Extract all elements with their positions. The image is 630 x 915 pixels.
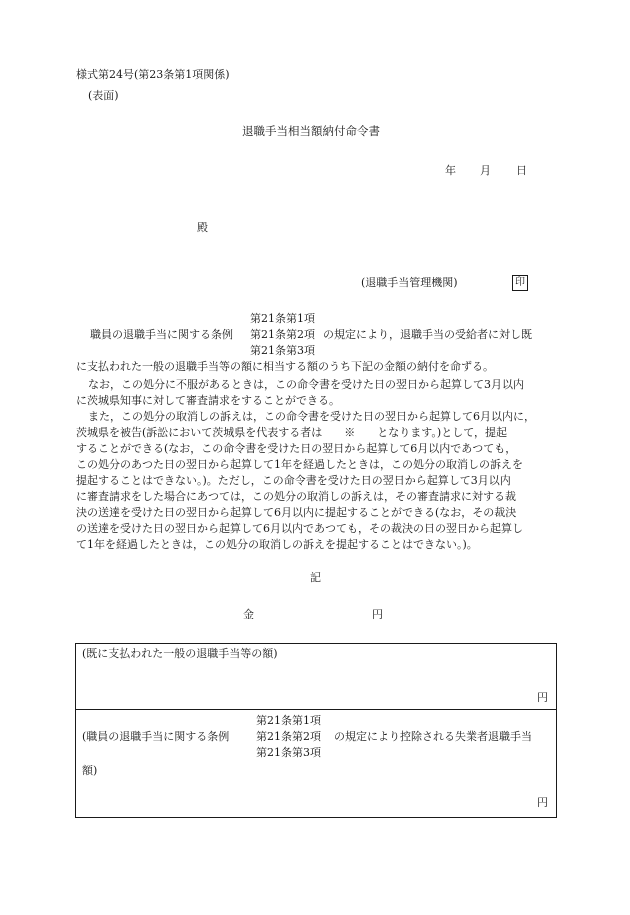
article-item-3: 第21条第3項 xyxy=(250,344,315,357)
row1-unit: 円 xyxy=(537,691,548,704)
intro-prefix: 職員の退職手当に関する条例 xyxy=(90,328,233,341)
paragraph-line: に審査請求をした場合にあつては，この処分の取消しの訴えは，その審査請求に対する裁 xyxy=(76,490,516,503)
paragraph-appeal xyxy=(76,377,556,409)
amount-label: 金 xyxy=(243,608,254,621)
paragraph-line: 茨城県を被告(訴訟において茨城県を代表する者は ※ となります。)として，提起 xyxy=(76,426,507,439)
side-label: (表面) xyxy=(88,89,119,102)
paragraph-lawsuit xyxy=(76,409,556,553)
paragraph-line: なお，この処分に不服があるときは，この命令書を受けた日の翌日から起算して3月以内 xyxy=(88,378,524,391)
row1-label: (既に支払われた一般の退職手当等の額) xyxy=(82,647,278,660)
addressee-suffix: 殿 xyxy=(197,221,208,234)
intro-suffix: の規定により，退職手当の受給者に対し既 xyxy=(323,328,532,341)
row2-prefix: (職員の退職手当に関する条例 xyxy=(82,730,230,743)
table-divider xyxy=(76,709,556,710)
row2-article-2: 第21条第2項 xyxy=(256,730,321,743)
form-number: 様式第24号(第23条第1項関係) xyxy=(76,68,230,81)
paragraph-line: この処分のあつた日の翌日から起算して1年を経過したときは，この処分の取消しの訴えを xyxy=(76,458,523,471)
date-month: 月 xyxy=(480,164,491,177)
issuer-label: (退職手当管理機関) xyxy=(361,276,458,289)
seal-mark: 印 xyxy=(512,275,528,291)
row2-unit: 円 xyxy=(537,796,548,809)
row2-continued: 額) xyxy=(82,764,98,777)
paragraph-line: 提起することはできない。)。ただし，この命令書を受けた日の翌日から起算して3月以内 xyxy=(76,474,511,487)
paragraph-line: の送達を受けた日の翌日から起算して6月以内であつても，その裁決の日の翌日から起算し xyxy=(76,522,523,535)
amount-table xyxy=(75,643,557,818)
paragraph-line: て1年を経過したときは，この処分の取消しの訴えを提起することはできない。)。 xyxy=(76,538,478,551)
paragraph-line: 決の送達を受けた日の翌日から起算して6月以内に提起することができる(なお，その裁決 xyxy=(76,506,517,519)
document-title: 退職手当相当額納付命令書 xyxy=(242,124,380,138)
row2-article-1: 第21条第1項 xyxy=(256,714,321,727)
paragraph-line: することができる(なお，この命令書を受けた日の翌日から起算して6月以内であつても， xyxy=(76,442,517,455)
amount-unit: 円 xyxy=(372,608,383,621)
paragraph-line: に茨城県知事に対して審査請求をすることができる。 xyxy=(76,394,340,407)
row2-article-3: 第21条第3項 xyxy=(256,746,321,759)
article-item-1: 第21条第1項 xyxy=(250,312,315,325)
record-heading: 記 xyxy=(310,571,321,584)
article-item-2: 第21条第2項 xyxy=(250,328,315,341)
paragraph-line: また，この処分の取消しの訴えは，この命令書を受けた日の翌日から起算して6月以内に， xyxy=(88,410,535,423)
intro-continued: に支払われた一般の退職手当等の額に相当する額のうち下記の金額の納付を命ずる。 xyxy=(76,360,494,373)
date-day: 日 xyxy=(516,164,527,177)
row2-suffix: の規定により控除される失業者退職手当 xyxy=(334,730,532,743)
date-year: 年 xyxy=(445,164,456,177)
